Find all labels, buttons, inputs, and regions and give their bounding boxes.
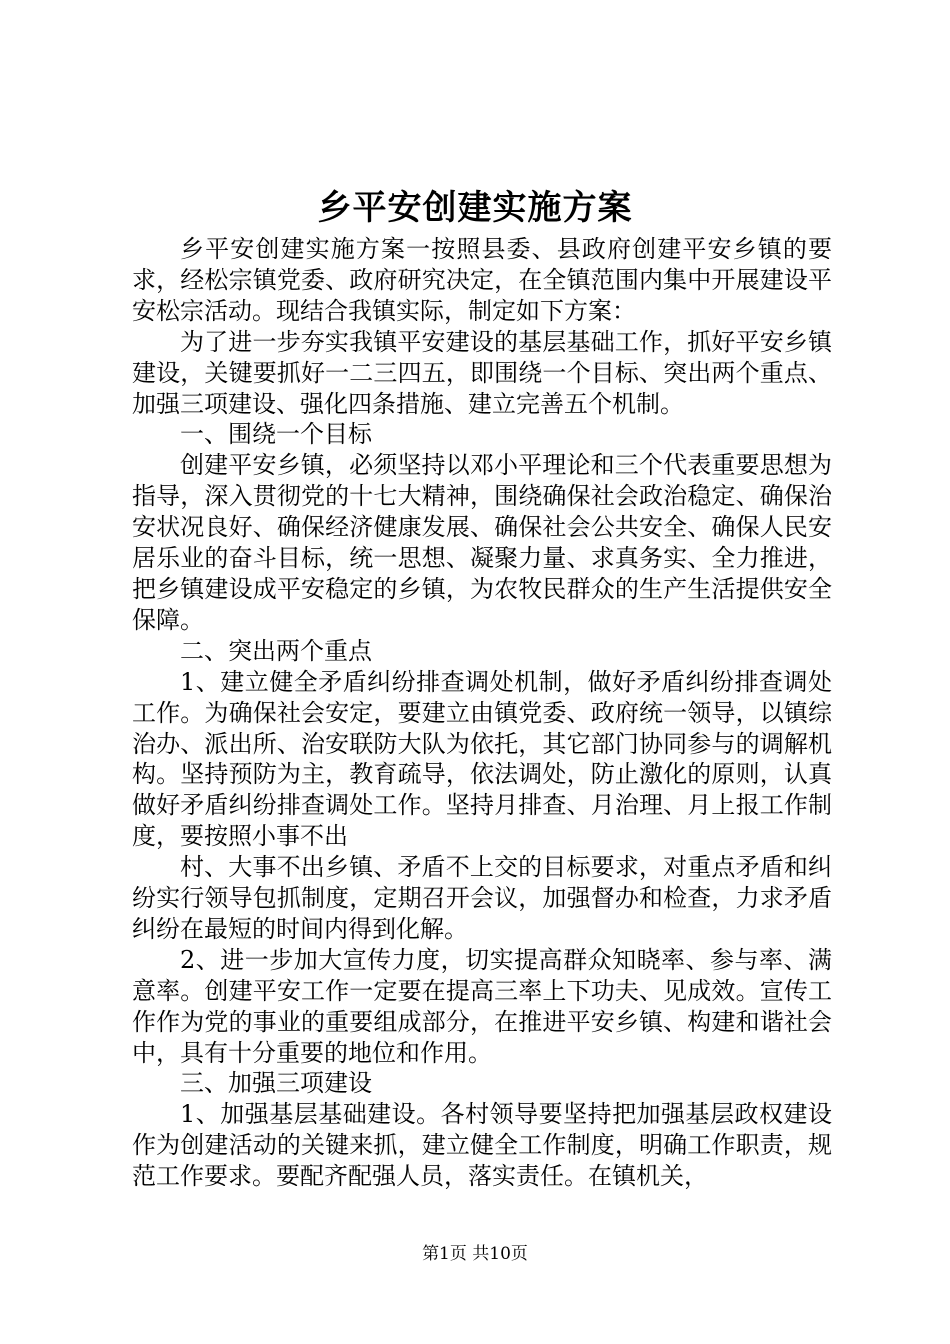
section-heading-2: 二、突出两个重点 bbox=[180, 636, 372, 665]
paragraph-construction-1: 1、加强基层基础建设。各村领导要坚持把加强基层政权建设作为创建活动的关键来抓，建立健全工作制度，明确工作职责，规范工作要求。要配齐配强人员，落实责任。在镇机关， bbox=[132, 1100, 832, 1191]
document-body bbox=[132, 234, 832, 1192]
paragraph-intro: 乡平安创建实施方案一按照县委、县政府创建平安乡镇的要求，经松宗镇党委、政府研究决定，在全镇范围内集中开展建设平安松宗活动。现结合我镇实际，制定如下方案： bbox=[132, 235, 832, 325]
paragraph-overview: 为了进一步夯实我镇平安建设的基层基础工作，抓好平安乡镇建设，关键要抓好一二三四五，即围绕一个目标、突出两个重点、加强三项建设、强化四条措施、建立完善五个机制。 bbox=[132, 327, 832, 418]
paragraph-focus-1-cont: 村、大事不出乡镇、矛盾不上交的目标要求，对重点矛盾和纠纷实行领导包抓制度，定期召开会议，加强督办和检查，力求矛盾纠纷在最短的时间内得到化解。 bbox=[132, 853, 832, 943]
section-heading-3: 三、加强三项建设 bbox=[180, 1069, 372, 1098]
paragraph-focus-1: 1、建立健全矛盾纠纷排查调处机制，做好矛盾纠纷排查调处工作。为确保社会安定，要建立由镇党委、政府统一领导，以镇综治办、派出所、治安联防大队为依托，其它部门协同参与的调解机构。坚持预防为主，教育疏导，依法调处，防止激化的原则，认真做好矛盾纠纷排查调处工作。坚持月排查、月治理、月上报工作制度，要按照小事不出 bbox=[132, 667, 832, 851]
document-title: 乡平安创建实施方案 bbox=[317, 188, 633, 228]
paragraph-goal: 创建平安乡镇，必须坚持以邓小平理论和三个代表重要思想为指导，深入贯彻党的十七大精神，围绕确保社会政治稳定、确保治安状况良好、确保经济健康发展、确保社会公共安全、确保人民安居乐业的奋斗目标，统一思想、凝聚力量、求真务实、全力推进，把乡镇建设成平安稳定的乡镇，为农牧民群众的生产生活提供安全保障。 bbox=[132, 451, 832, 634]
paragraph-focus-2: 2、进一步加大宣传力度，切实提高群众知晓率、参与率、满意率。创建平安工作一定要在提高三率上下功夫、见成效。宣传工作作为党的事业的重要组成部分，在推进平安乡镇、构建和谐社会中，具有十分重要的地位和作用。 bbox=[132, 945, 832, 1067]
page-number-footer: 第1页 共10页 bbox=[422, 1244, 528, 1264]
section-heading-1: 一、围绕一个目标 bbox=[180, 420, 372, 449]
